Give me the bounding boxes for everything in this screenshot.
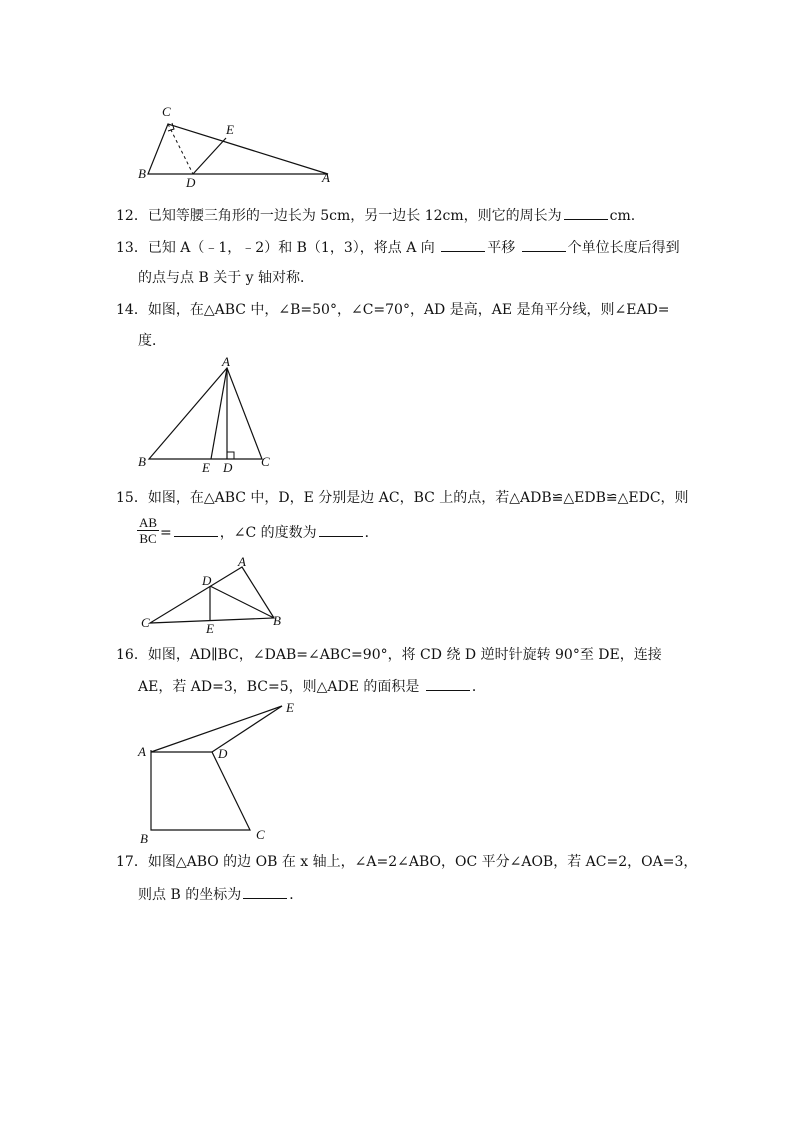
q13-text-c: 个单位长度后得到 [567,240,680,256]
label-D: D [202,573,212,588]
q16-text-a: AE，若 AD=3，BC=5，则△ADE 的面积是 [138,679,424,695]
q15-line2 [160,522,379,543]
q15-line1 [116,488,689,508]
q13-line2 [138,268,314,288]
q15-text-b: ，∠C 的度数为 [219,525,317,541]
label-D: D [186,175,196,190]
q17-line2 [138,884,303,905]
label-B: B [273,613,281,628]
q12-blank [564,205,608,220]
q13-line1 [116,237,680,258]
label-D: D [223,460,233,475]
q12-text-a: 12．已知等腰三角形的一边长为 5cm，另一边长 12cm，则它的周长为 [116,208,562,224]
label-D: D [218,746,228,761]
label-C: C [256,827,265,842]
label-B: B [138,454,146,469]
figure-15 [138,555,298,635]
q13-text-a: 13．已知 A（﹣1，﹣2）和 B（1，3），将点 A 向 [116,240,440,256]
q16-line1 [116,645,662,665]
figure-14-svg [134,354,284,475]
q17-text-a: 则点 B 的坐标为 [138,887,242,903]
q12-text-b: cm. [609,208,636,224]
label-A: A [322,170,330,185]
q14-text-line2: 度． [138,333,166,349]
q17-text-b: ． [289,887,304,903]
q13-text-line2: 的点与点 B 关于 y 轴对称． [138,270,314,286]
label-B: B [138,166,146,181]
q16-text-b: ． [471,679,486,695]
label-E: E [226,122,234,137]
q16-line2 [138,676,486,697]
figure-14 [134,354,284,475]
figure-top-triangle [130,100,350,190]
figure-16-svg [134,700,314,850]
q13-blank-2 [522,237,566,252]
figure-top-svg [130,100,350,190]
q14-line1 [116,300,670,320]
label-E: E [202,460,210,475]
label-C: C [261,454,270,469]
q14-text-line1: 14．如图，在△ABC 中，∠B=50°，∠C=70°，AD 是高，AE 是角平分线，则∠EAD= [116,302,670,318]
q15-text-c: ． [364,525,379,541]
q17-blank [243,884,287,899]
label-C: C [141,615,150,630]
q15-blank-1 [174,522,218,537]
q15-text-line1: 15．如图，在△ABC 中，D，E 分别是边 AC，BC 上的点，若△ADB≌△EDB≌△EDC，则 [116,490,689,506]
label-E: E [206,621,214,636]
q15-frac-denominator: BC [139,531,157,546]
label-A: A [238,554,246,569]
label-A: A [222,354,230,369]
label-A: A [138,744,146,759]
q15-text-eq: = [160,525,172,541]
q13-text-b: 平移 [487,240,520,256]
q17-text-line1: 17．如图△ABO 的边 OB 在 x 轴上，∠A=2∠ABO，OC 平分∠AOB，若 AC=2，OA=3， [116,854,698,870]
q15-frac-numerator: AB [139,515,158,530]
q15-blank-2 [319,522,363,537]
q16-text-line1: 16．如图，AD∥BC，∠DAB=∠ABC=90°，将 CD 绕 D 逆时针旋转 90°至 DE，连接 [116,647,662,663]
figure-15-svg [138,555,298,635]
q13-blank-1 [441,237,485,252]
q12-line1 [116,205,635,226]
q17-line1 [116,852,697,872]
label-E: E [286,700,294,715]
label-C: C [162,104,171,119]
label-B: B [140,831,148,846]
q14-line2 [138,331,166,351]
figure-16 [134,700,314,850]
q16-blank [426,676,470,691]
q15-fraction [137,515,159,546]
